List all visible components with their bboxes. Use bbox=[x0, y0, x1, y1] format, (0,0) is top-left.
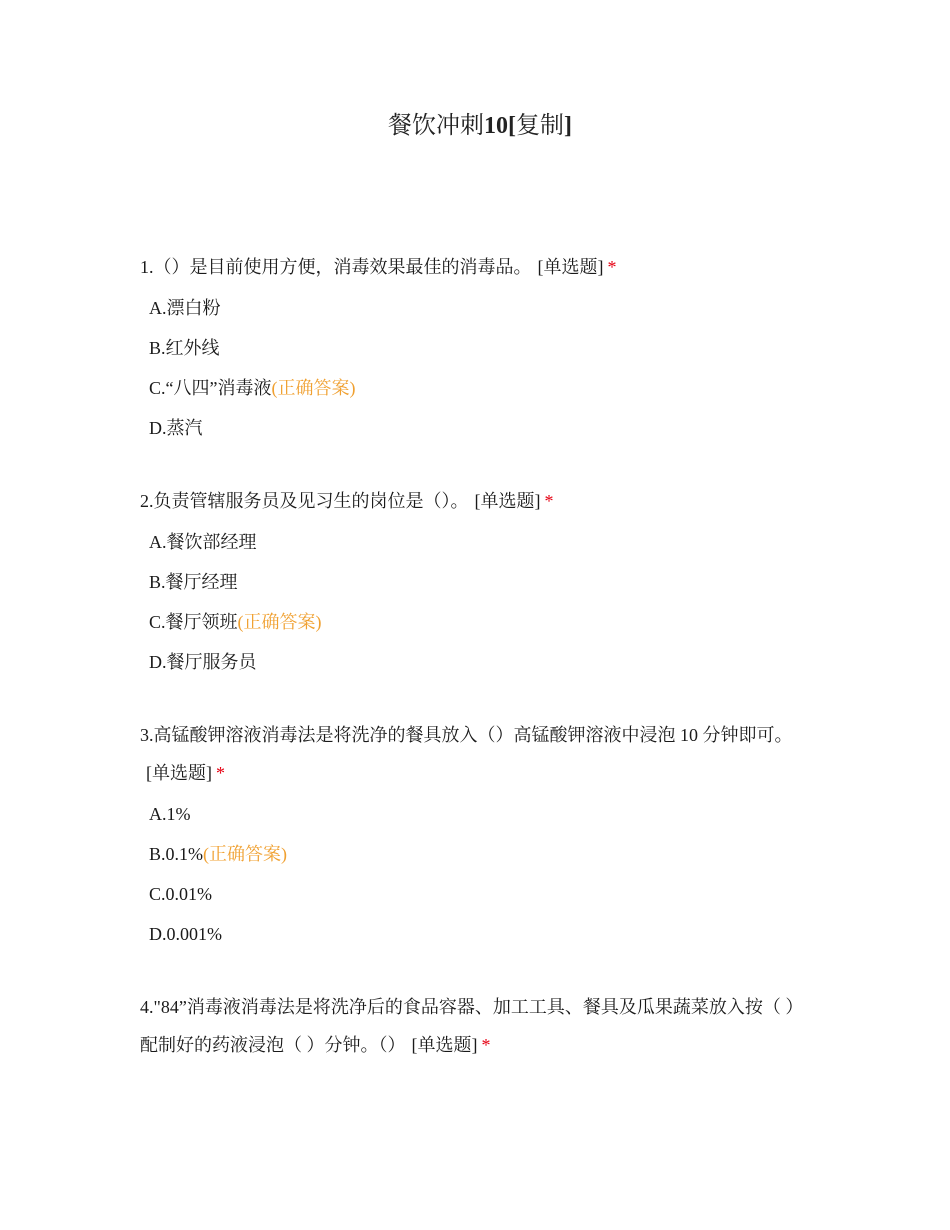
option-label: B.餐厅经理 bbox=[149, 572, 238, 592]
option-d[interactable] bbox=[140, 642, 810, 682]
option-label: D.餐厅服务员 bbox=[149, 652, 257, 672]
correct-answer-tag: (正确答案) bbox=[203, 844, 287, 864]
option-label: A.1% bbox=[149, 804, 191, 824]
option-b[interactable] bbox=[140, 328, 810, 368]
question-type-label: [单选题] bbox=[411, 1035, 478, 1055]
question-title bbox=[140, 716, 810, 792]
question-title bbox=[140, 248, 810, 286]
option-label: B.0.1% bbox=[149, 844, 203, 864]
option-c[interactable] bbox=[140, 602, 810, 642]
option-c[interactable] bbox=[140, 368, 810, 408]
option-label: C.餐厅领班 bbox=[149, 612, 238, 632]
option-label: D.蒸汽 bbox=[149, 418, 203, 438]
title-text-c: 复制 bbox=[516, 113, 564, 139]
question-1 bbox=[140, 248, 810, 448]
required-mark: * bbox=[544, 491, 554, 511]
question-type-label: [单选题] bbox=[474, 491, 541, 511]
option-c[interactable] bbox=[140, 874, 810, 914]
question-type-label: [单选题] bbox=[146, 763, 212, 783]
option-label: C.“八四”消毒液 bbox=[149, 378, 272, 398]
title-text-d: ] bbox=[564, 113, 572, 139]
title-text-b: 10[ bbox=[484, 113, 516, 139]
option-b[interactable] bbox=[140, 562, 810, 602]
option-d[interactable] bbox=[140, 914, 810, 954]
correct-answer-tag: (正确答案) bbox=[271, 378, 356, 398]
option-d[interactable] bbox=[140, 408, 810, 448]
question-type-label: [单选题] bbox=[537, 257, 604, 277]
title-text-a: 餐饮冲刺 bbox=[388, 113, 484, 139]
question-4 bbox=[140, 988, 810, 1064]
question-text: 1.（）是目前使用方便，消毒效果最佳的消毒品。 bbox=[140, 257, 532, 277]
question-text: 2.负责管辖服务员及见习生的岗位是（）。 bbox=[140, 491, 469, 511]
question-2 bbox=[140, 482, 810, 682]
option-a[interactable] bbox=[140, 794, 810, 834]
question-title bbox=[140, 988, 810, 1064]
option-label: A.餐饮部经理 bbox=[149, 532, 257, 552]
option-label: D.0.001% bbox=[149, 924, 222, 944]
correct-answer-tag: (正确答案) bbox=[237, 612, 322, 632]
question-text: 4."84”消毒液消毒法是将洗净后的食品容器、加工工具、餐具及瓜果蔬菜放入按（ ）配制好的药液浸泡（ ）分钟。（） bbox=[140, 997, 804, 1055]
question-3 bbox=[140, 716, 810, 954]
page-title bbox=[0, 110, 950, 142]
required-mark: * bbox=[607, 257, 617, 277]
option-label: B.红外线 bbox=[149, 338, 220, 358]
required-mark: * bbox=[216, 763, 225, 783]
option-a[interactable] bbox=[140, 522, 810, 562]
option-a[interactable] bbox=[140, 288, 810, 328]
question-title bbox=[140, 482, 810, 520]
option-b[interactable] bbox=[140, 834, 810, 874]
option-label: C.0.01% bbox=[149, 884, 212, 904]
option-label: A.漂白粉 bbox=[149, 298, 221, 318]
question-text: 3.高锰酸钾溶液消毒法是将洗净的餐具放入（）高锰酸钾溶液中浸泡 10 分钟即可。 bbox=[140, 725, 793, 745]
question-list bbox=[140, 248, 810, 1098]
required-mark: * bbox=[481, 1035, 491, 1055]
